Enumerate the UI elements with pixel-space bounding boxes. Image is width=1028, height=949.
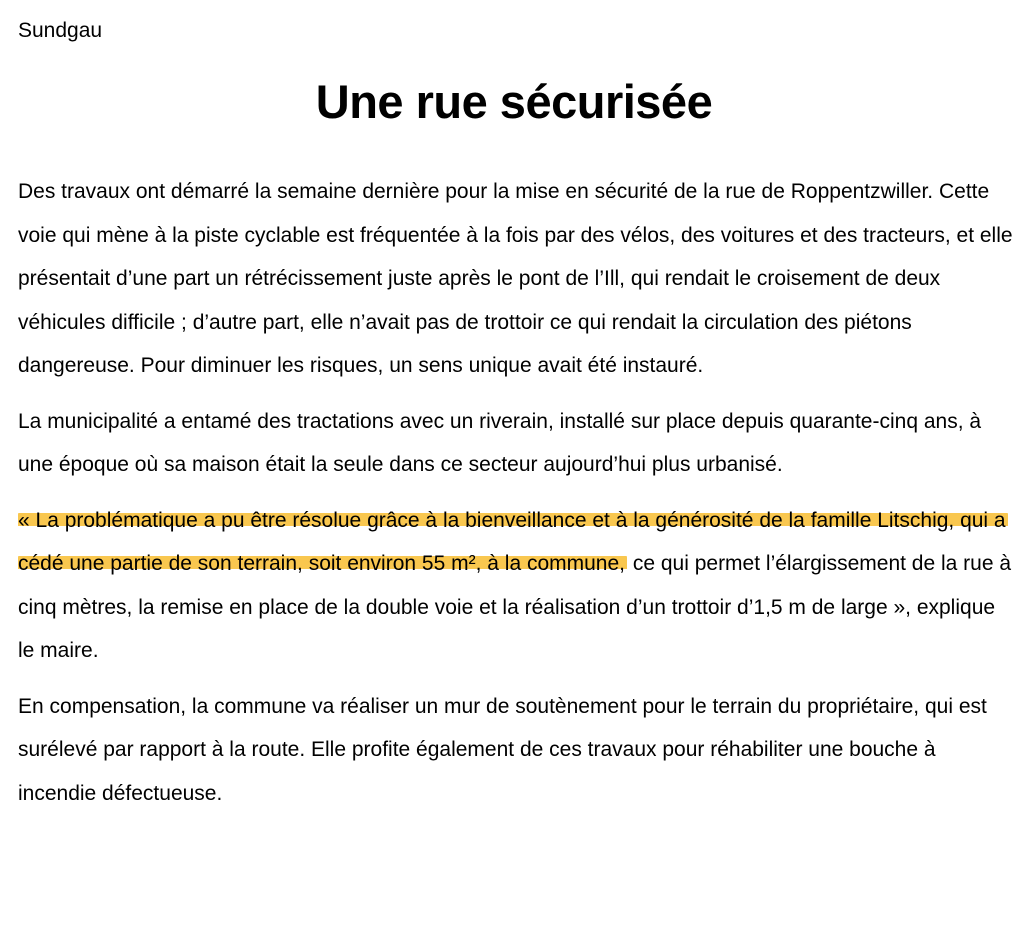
article-title: Une rue sécurisée: [315, 75, 713, 128]
section-label: Sundgau: [18, 19, 103, 42]
highlighted-quote: « La problématique a pu être résolue grâce à la bienveillance et à la générosité de la famille Litschig, qui a cédé une partie de son terrain, soit environ 55 m², à la commune,: [18, 508, 1006, 575]
article-body: [18, 170, 1013, 827]
paragraph-intro: Des travaux ont démarré la semaine dernière pour la mise en sécurité de la rue de Roppentzwiller. Cette voie qui mène à la piste cyclable est fréquentée à la fois par des vélos, des voitures et des tracteurs, et elle présentait d’une part un rétrécissement juste après le pont de l’Ill, qui rendait le croisement de deux véhicules difficile ; d’autre part, elle n’avait pas de trottoir ce qui rendait la circulation des piétons dangereuse. Pour diminuer les risques, un sens unique avait été instauré.: [18, 180, 1013, 377]
paragraph-negotiations: La municipalité a entamé des tractations avec un riverain, installé sur place depuis quarante-cinq ans, à une époque où sa maison était la seule dans ce secteur aujourd’hui plus urbanisé.: [18, 409, 982, 476]
paragraph-quote: [18, 499, 1013, 673]
paragraph-compensation: En compensation, la commune va réaliser un mur de soutènement pour le terrain du propriétaire, qui est surélevé par rapport à la route. Elle profite également de ces travaux pour réhabiliter une bouche à incendie défectueuse.: [18, 694, 987, 805]
quote-continuation: ce qui permet l’élargissement de la rue à cinq mètres, la remise en place de la double voie et la réalisation d’un trottoir d’1,5 m de large », explique le maire.: [18, 552, 1012, 662]
